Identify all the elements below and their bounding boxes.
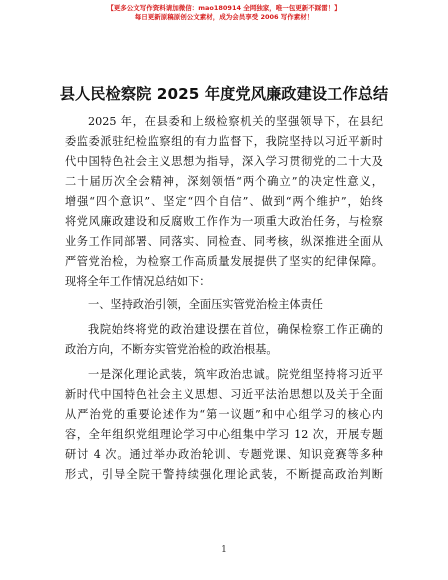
paragraph-line: 委监委派驻纪检监察组的有力监督下，我院坚持以习近平新时 (65, 135, 383, 148)
paragraph-line: 研讨 4 次。通过举办政治轮训、专题党课、知识竞赛等多种 (65, 448, 383, 461)
paragraph-line: 严管党治检，为检察工作高质量发展提供了坚实的纪律保障。 (65, 255, 383, 268)
paragraph-line: 业务工作同部署、同落实、同检查、同考核，纵深推进全面从 (65, 235, 383, 248)
paragraph-line: 二十届历次全会精神，深刻领悟“两个确立”的决定性意义， (65, 175, 383, 188)
paragraph-line: 形式，引导全院干警持续强化理论武装，不断提高政治判断 (65, 468, 383, 481)
paragraph-line: 我院始终将党的政治建设摆在首位，确保检察工作正确的 (88, 323, 383, 336)
paragraph-line: 现将全年工作情况总结如下： (65, 275, 211, 288)
banner-line-1: 【更多公文写作资料请加微信：mao180914 全网独家，唯一包更新不踩雷！】 (107, 4, 341, 12)
paragraph-line: 增强“四个意识”、坚定“四个自信”、做到“两个维护”，始终 (65, 195, 383, 208)
banner-line-2: 每日更新原稿原创公文素材，成为会员享受 2006 写作素材！ (134, 13, 314, 21)
paragraph-line: 一是深化理论武装，筑牢政治忠诚。院党组坚持将习近平 (88, 368, 383, 381)
paragraph-line: 代中国特色社会主义思想为指导，深入学习贯彻党的二十大及 (65, 155, 383, 168)
paragraph-line: 新时代中国特色社会主义思想、习近平法治思想以及关于全面 (65, 388, 383, 401)
paragraph-line: 将党风廉政建设和反腐败工作作为一项重大政治任务，与检察 (65, 215, 383, 228)
page-number: 1 (221, 545, 227, 555)
document-title: 县人民检察院 2025 年度党风廉政建设工作总结 (59, 85, 389, 103)
section-heading: 一、坚持政治引领，全面压实管党治检主体责任 (88, 298, 323, 311)
paragraph-line: 从严治党的重要论述作为“第一议题”和中心组学习的核心内 (65, 408, 383, 421)
paragraph-line: 容，全年组织党组理论学习中心组集中学习 12 次，开展专题 (65, 428, 383, 441)
paragraph-line: 政治方向，不断夯实管党治检的政治根基。 (65, 343, 278, 356)
paragraph-line: 2025 年，在县委和上级检察机关的坚强领导下，在县纪 (88, 115, 383, 128)
promo-banner (0, 4, 448, 22)
